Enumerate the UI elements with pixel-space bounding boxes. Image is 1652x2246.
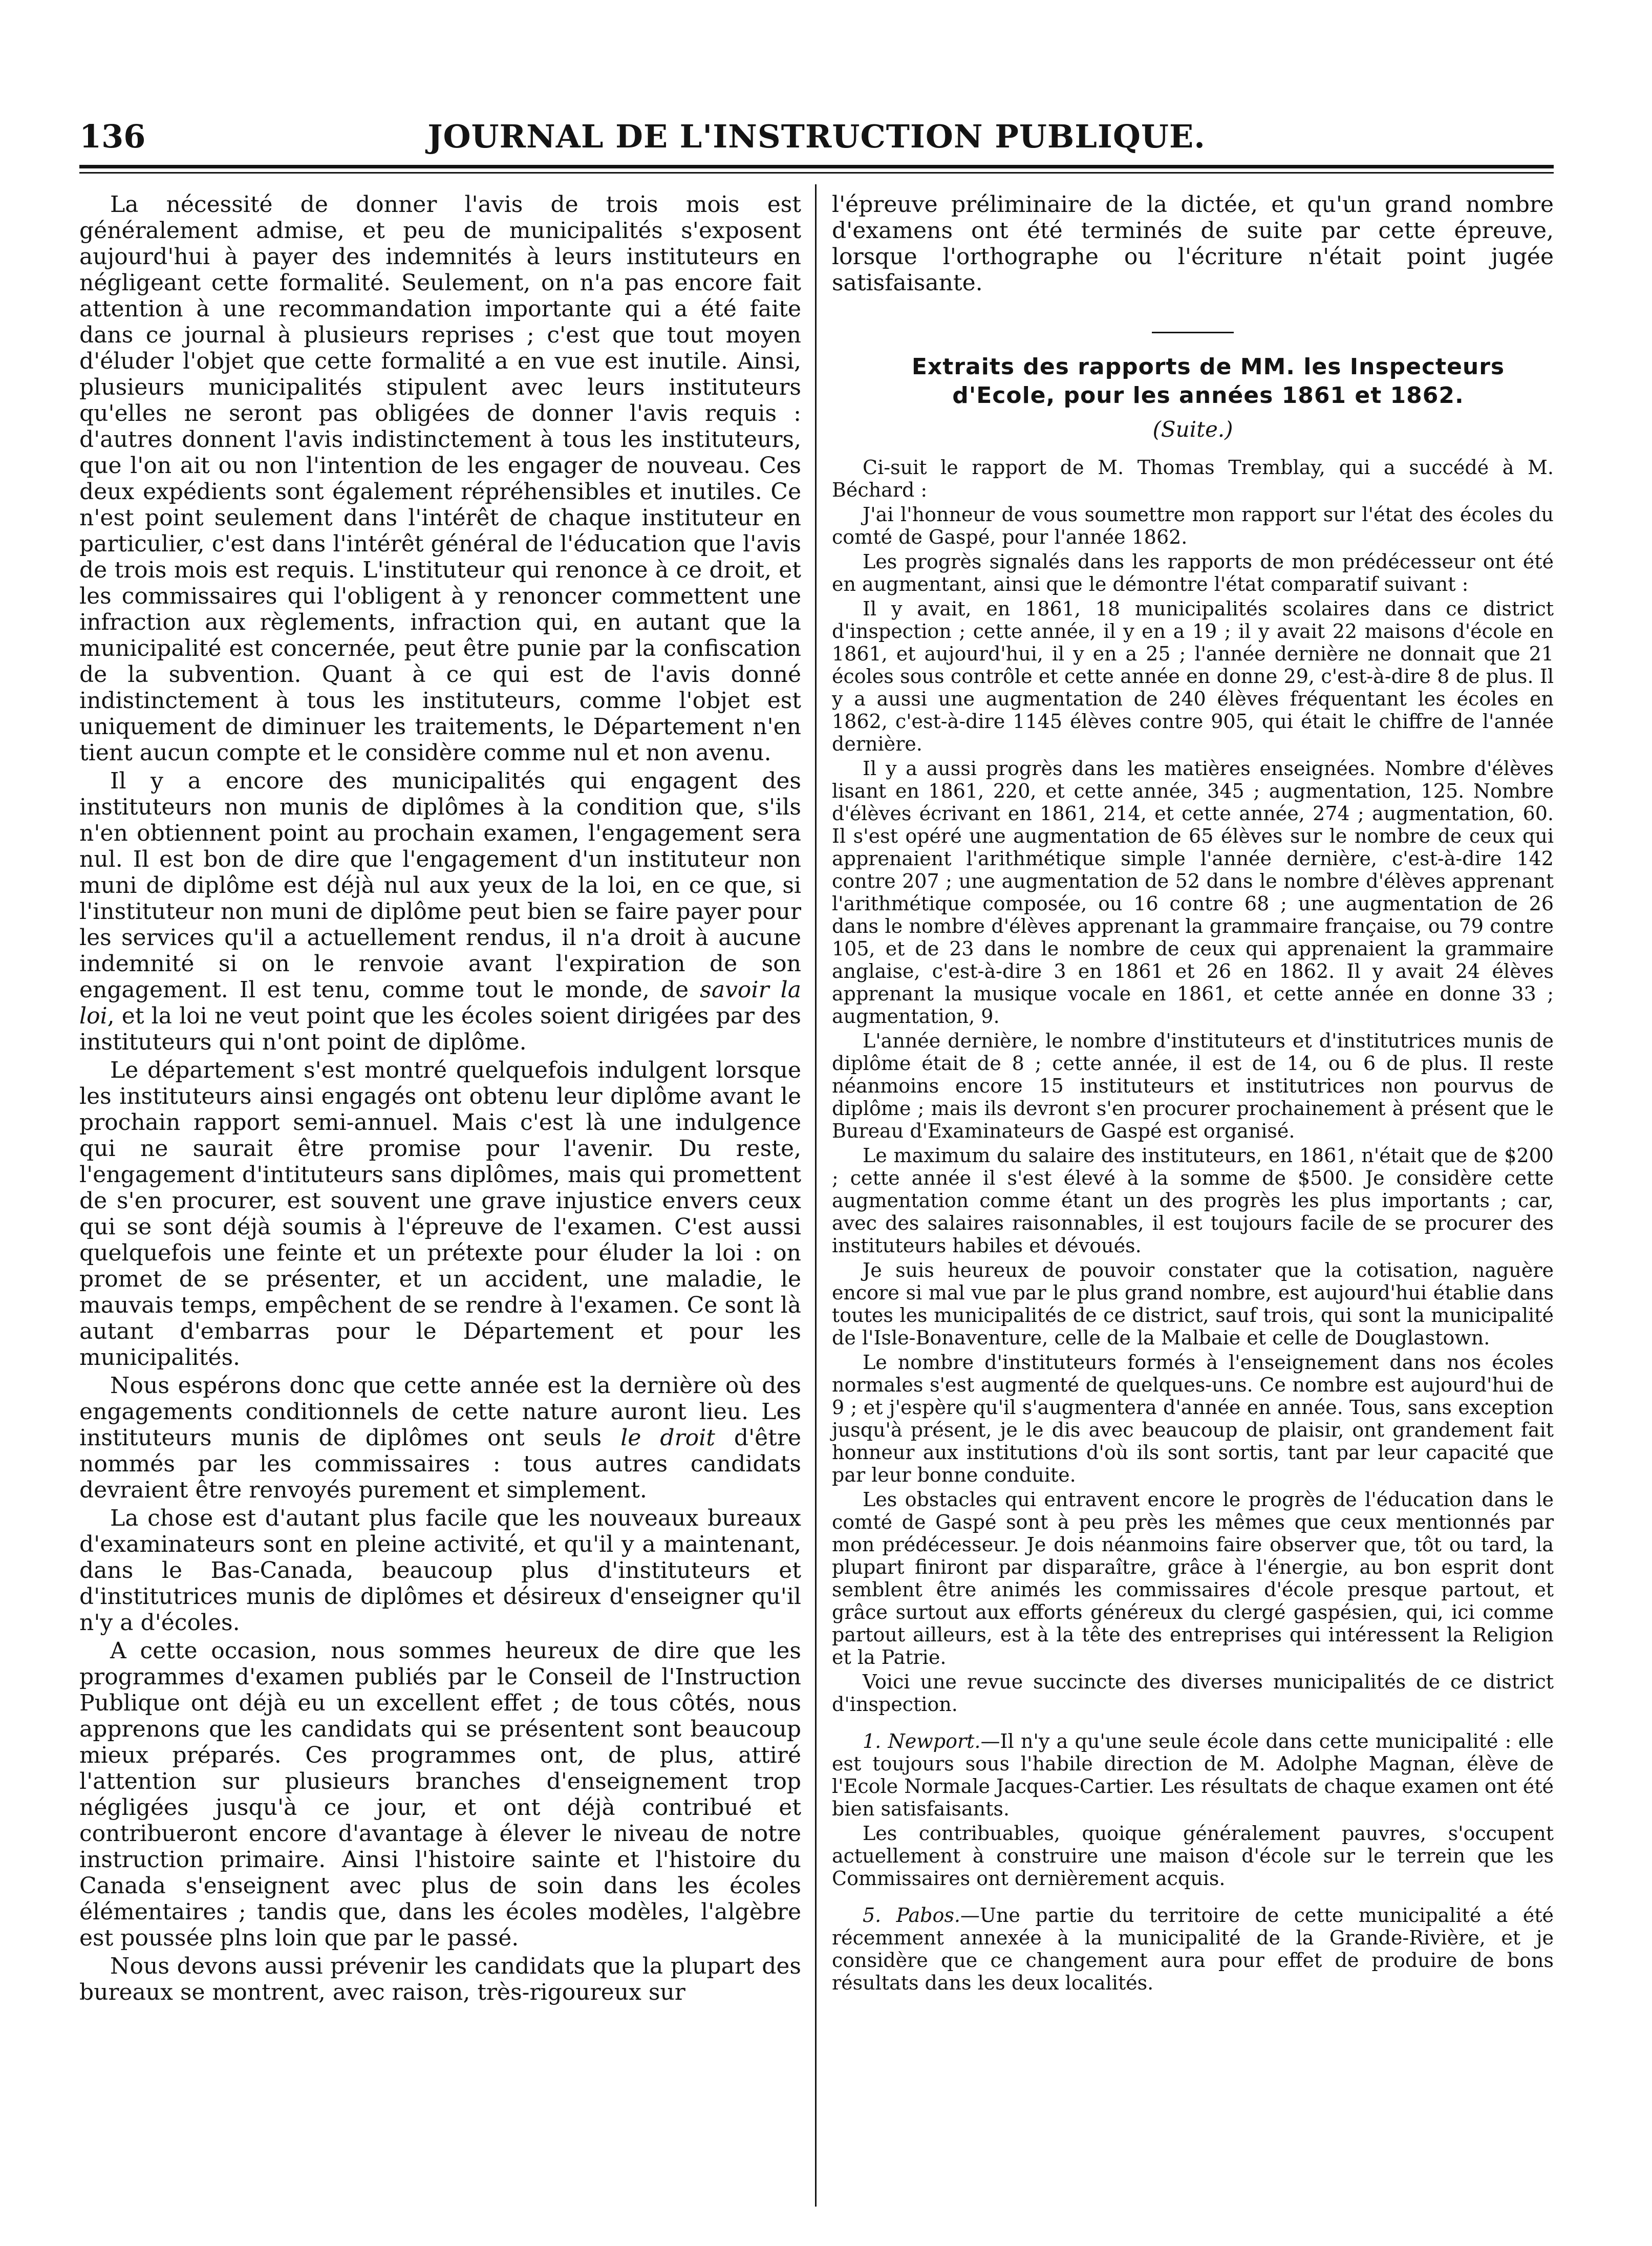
municipality-name: 1. Newport.	[863, 1730, 981, 1752]
paragraph: Il y avait, en 1861, 18 municipalités scolaires dans ce district d'inspection ; cette année, il y en a 19 ; il y avait 22 maisons d'école en 1861, et aujourd'hui, il y en a 25 ; l'année dernière ne donnait que 21 écoles sous contrôle et cette année en donne 29, c'est-à-dire 8 de plus. Il y a aussi une augmentation de 240 élèves fréquentant les écoles en 1862, c'est-à-dire 1145 élèves contre 905, qui était le chiffre de l'année dernière.	[832, 597, 1554, 755]
paragraph: Ci-suit le rapport de M. Thomas Tremblay, qui a succédé à M. Béchard :	[832, 456, 1554, 501]
suite-label: (Suite.)	[1152, 417, 1233, 442]
section-title: Extraits des rapports de MM. les Inspecteurs	[911, 354, 1505, 380]
paragraph: Les progrès signalés dans les rapports de mon prédécesseur ont été en augmentant, ainsi que le démontre l'état comparatif suivant :	[832, 550, 1554, 595]
paragraph: Le nombre d'instituteurs formés à l'enseignement dans nos écoles normales s'est augmenté de quelques-uns. Ce nombre est aujourd'hui de 9 ; et j'espère qu'il s'augmentera d'année en année. Tous, sans exception jusqu'à présent, je le dis avec beaucoup de plaisir, ont grandement fait honneur aux institutions d'où ils sont sortis, tant par leur capacité que par leur bonne conduite.	[832, 1351, 1554, 1486]
paragraph-continuation: l'épreuve préliminaire de la dictée, et qu'un grand nombre d'examens ont été terminés de suite par cette épreuve, lorsque l'orthographe ou l'écriture n'était point jugée satisfaisante.	[832, 191, 1554, 296]
section-title: d'Ecole, pour les années 1861 et 1862.	[952, 382, 1464, 409]
municipality-name: 5. Pabos.	[863, 1904, 960, 1927]
header-rule-thin	[79, 172, 1554, 174]
paragraph: Les obstacles qui entravent encore le progrès de l'éducation dans le comté de Gaspé sont à peu près les mêmes que ceux mentionnés par mon prédécesseur. Je dois néanmoins faire observer que, tôt ou tard, la plupart finiront par disparaître, grâce à l'énergie, au bon esprit dont semblent être animés les commissaires d'école presque partout, et grâce surtout aux efforts généreux du clergé gaspésien, qui, ici comme partout ailleurs, est à la tête des entreprises qui intéressent la Religion et la Patrie.	[832, 1488, 1554, 1669]
paragraph: Il y a aussi progrès dans les matières enseignées. Nombre d'élèves lisant en 1861, 220, et cette année, 345 ; augmentation, 125. Nombre d'élèves écrivant en 1861, 214, et cette année, 274 ; augmentation, 60. Il s'est opéré une augmentation de 65 élèves sur le nombre de ceux qui apprenaient l'arithmétique simple l'année dernière, c'est-à-dire 142 contre 207 ; une augmentation de 52 dans le nombre d'élèves apprenant l'arithmétique composée, ou 16 contre 68 ; une augmentation de 26 dans le nombre d'élèves apprenant la grammaire française, ou 79 contre 105, et de 23 dans le nombre de ceux qui apprenaient la grammaire anglaise, c'est-à-dire 3 en 1861 et 26 en 1862. Il y avait 24 élèves apprenant la musique vocale en 1861, et cette année en donne 33 ; augmentation, 9.	[832, 757, 1554, 1028]
left-column	[79, 189, 801, 2005]
paragraph: Voici une revue succincte des diverses municipalités de ce district d'inspection.	[832, 1671, 1554, 1716]
paragraph: Le département s'est montré quelquefois indulgent lorsque les instituteurs ainsi engagés ont obtenu leur diplôme avant le prochain rapport semi-annuel. Mais c'est là une indulgence qui ne saurait être promise pour l'avenir. Du reste, l'engagement d'intituteurs sans diplômes, mais qui promettent de s'en procurer, est souvent une grave injustice envers ceux qui se sont déjà soumis à l'épreuve de l'examen. C'est aussi quelquefois une feinte et un prétexte pour éluder la loi : on promet de se présenter, et un accident, une maladie, le mauvais temps, empêchent de se rendre à l'examen. Ce sont là autant d'embarras pour le Département et pour les municipalités.	[79, 1057, 801, 1371]
running-title: JOURNAL DE L'INSTRUCTION PUBLIQUE.	[427, 118, 1206, 155]
column-divider	[815, 184, 817, 2207]
right-column	[832, 189, 1554, 1994]
municipality-newport: 1. Newport.—Il n'y a qu'une seule école dans cette municipalité : elle est toujours sous l'habile direction de M. Adolphe Magnan, élève de l'Ecole Normale Jacques-Cartier. Les résultats de chaque examen ont été bien satisfaisants.	[832, 1730, 1554, 1820]
journal-page	[79, 108, 1554, 2196]
emphasis: le droit	[620, 1425, 715, 1451]
paragraph: Les contribuables, quoique généralement pauvres, s'occupent actuellement à construire une maison d'école sur le terrein que les Commissaires ont dernièrement acquis.	[832, 1822, 1554, 1890]
paragraph: Il y a encore des municipalités qui engagent des instituteurs non munis de diplômes à la condition que, s'ils n'en obtiennent point au prochain examen, l'engagement sera nul. Il est bon de dire que l'engagement d'un instituteur non muni de diplôme est déjà nul aux yeux de la loi, en ce que, si l'instituteur non muni de diplôme peut bien se faire payer pour les services qu'il a actuellement rendus, il n'a droit à aucune indemnité si on le renvoie avant l'expiration de son engagement. Il est tenu, comme tout le monde, de savoir la loi, et la loi ne veut point que les écoles soient dirigées par des instituteurs qui n'ont point de diplôme.	[79, 768, 801, 1055]
paragraph: Nous devons aussi prévenir les candidats que la plupart des bureaux se montrent, avec raison, très-rigoureux sur	[79, 1953, 801, 2005]
page-header	[79, 108, 1554, 156]
section-separator	[1152, 332, 1234, 333]
paragraph: J'ai l'honneur de vous soumettre mon rapport sur l'état des écoles du comté de Gaspé, pour l'année 1862.	[832, 503, 1554, 548]
paragraph: La nécessité de donner l'avis de trois mois est généralement admise, et peu de municipalités s'exposent aujourd'hui à payer des indemnités à leurs instituteurs en négligeant cette formalité. Seulement, on n'a pas encore fait attention à une recommandation importante qui a été faite dans ce journal à plusieurs reprises ; c'est que tout moyen d'éluder l'objet que cette formalité a en vue est inutile. Ainsi, plusieurs municipalités stipulent avec leurs instituteurs qu'elles ne seront pas obligées de donner l'avis requis : d'autres donnent l'avis indistinctement à tous les instituteurs, que l'on ait ou non l'intention de les engager de nouveau. Ces deux expédients sont également répréhensibles et inutiles. Ce n'est point seulement dans l'intérêt de chaque instituteur en particulier, c'est dans l'intérêt général de l'éducation que l'avis de trois mois est requis. L'instituteur qui renonce à ce droit, et les commissaires qui l'obligent à y renoncer commettent une infraction aux règlements, infraction qui, en autant que la municipalité est concernée, peut être punie par la confiscation de la subvention. Quant à ce qui est de l'avis donné indistinctement à tous les instituteurs, comme l'objet est uniquement de diminuer les traitements, le Département n'en tient aucun compte et le considère comme nul et non avenu.	[79, 191, 801, 766]
header-rule-thick	[79, 165, 1554, 168]
emphasis: savoir la loi	[79, 977, 801, 1029]
paragraph: Je suis heureux de pouvoir constater que la cotisation, naguère encore si mal vue par le plus grand nombre, est aujourd'hui établie dans toutes les municipalités de ce district, sauf trois, qui sont la municipalité de l'Isle-Bonaventure, celle de la Malbaie et celle de Douglastown.	[832, 1259, 1554, 1349]
paragraph: Nous espérons donc que cette année est la dernière où des engagements conditionnels de cette nature auront lieu. Les instituteurs munis de diplômes ont seuls le droit d'être nommés par les commissaires : tous autres candidats devraient être renvoyés purement et simplement.	[79, 1373, 801, 1503]
paragraph: A cette occasion, nous sommes heureux de dire que les programmes d'examen publiés par le Conseil de l'Instruction Publique ont déjà eu un excellent effet ; de tous côtés, nous apprenons que les candidats qui se présentent sont beaucoup mieux préparés. Ces programmes ont, de plus, attiré l'attention sur plusieurs branches d'enseignement trop négligées jusqu'à ce jour, et ont déjà contribué et contribueront encore d'avantage à élever le niveau de notre instruction primaire. Ainsi l'histoire sainte et l'histoire du Canada s'enseignent avec plus de soin dans les écoles élémentaires ; tandis que, dans les écoles modèles, l'algèbre est poussée plns loin que par le passé.	[79, 1638, 801, 1951]
paragraph: Le maximum du salaire des instituteurs, en 1861, n'était que de $200 ; cette année il s'est élevé à la somme de $500. Je considère cette augmentation comme étant un des progrès les plus importants ; car, avec des salaires raisonnables, il est toujours facile de se procurer des instituteurs habiles et dévoués.	[832, 1144, 1554, 1257]
municipality-pabos: 5. Pabos.—Une partie du territoire de cette municipalité a été récemment annexée à la municipalité de la Grande-Rivière, et je considère que ce changement aura pour effet de produire de bons résultats dans les deux localités.	[832, 1904, 1554, 1994]
paragraph: L'année dernière, le nombre d'instituteurs et d'institutrices munis de diplôme était de 8 ; cette année, il est de 14, ou 6 de plus. Il reste néanmoins encore 15 instituteurs et institutrices non pourvus de diplôme ; mais ils devront s'en procurer prochainement à présent que le Bureau d'Examinateurs de Gaspé est organisé.	[832, 1030, 1554, 1142]
page-number: 136	[79, 118, 146, 155]
paragraph: La chose est d'autant plus facile que les nouveaux bureaux d'examinateurs sont en pleine activité, et qu'il y a maintenant, dans le Bas-Canada, beaucoup plus d'instituteurs et d'institutrices munis de diplômes et désireux d'enseigner qu'il n'y a d'écoles.	[79, 1505, 801, 1636]
